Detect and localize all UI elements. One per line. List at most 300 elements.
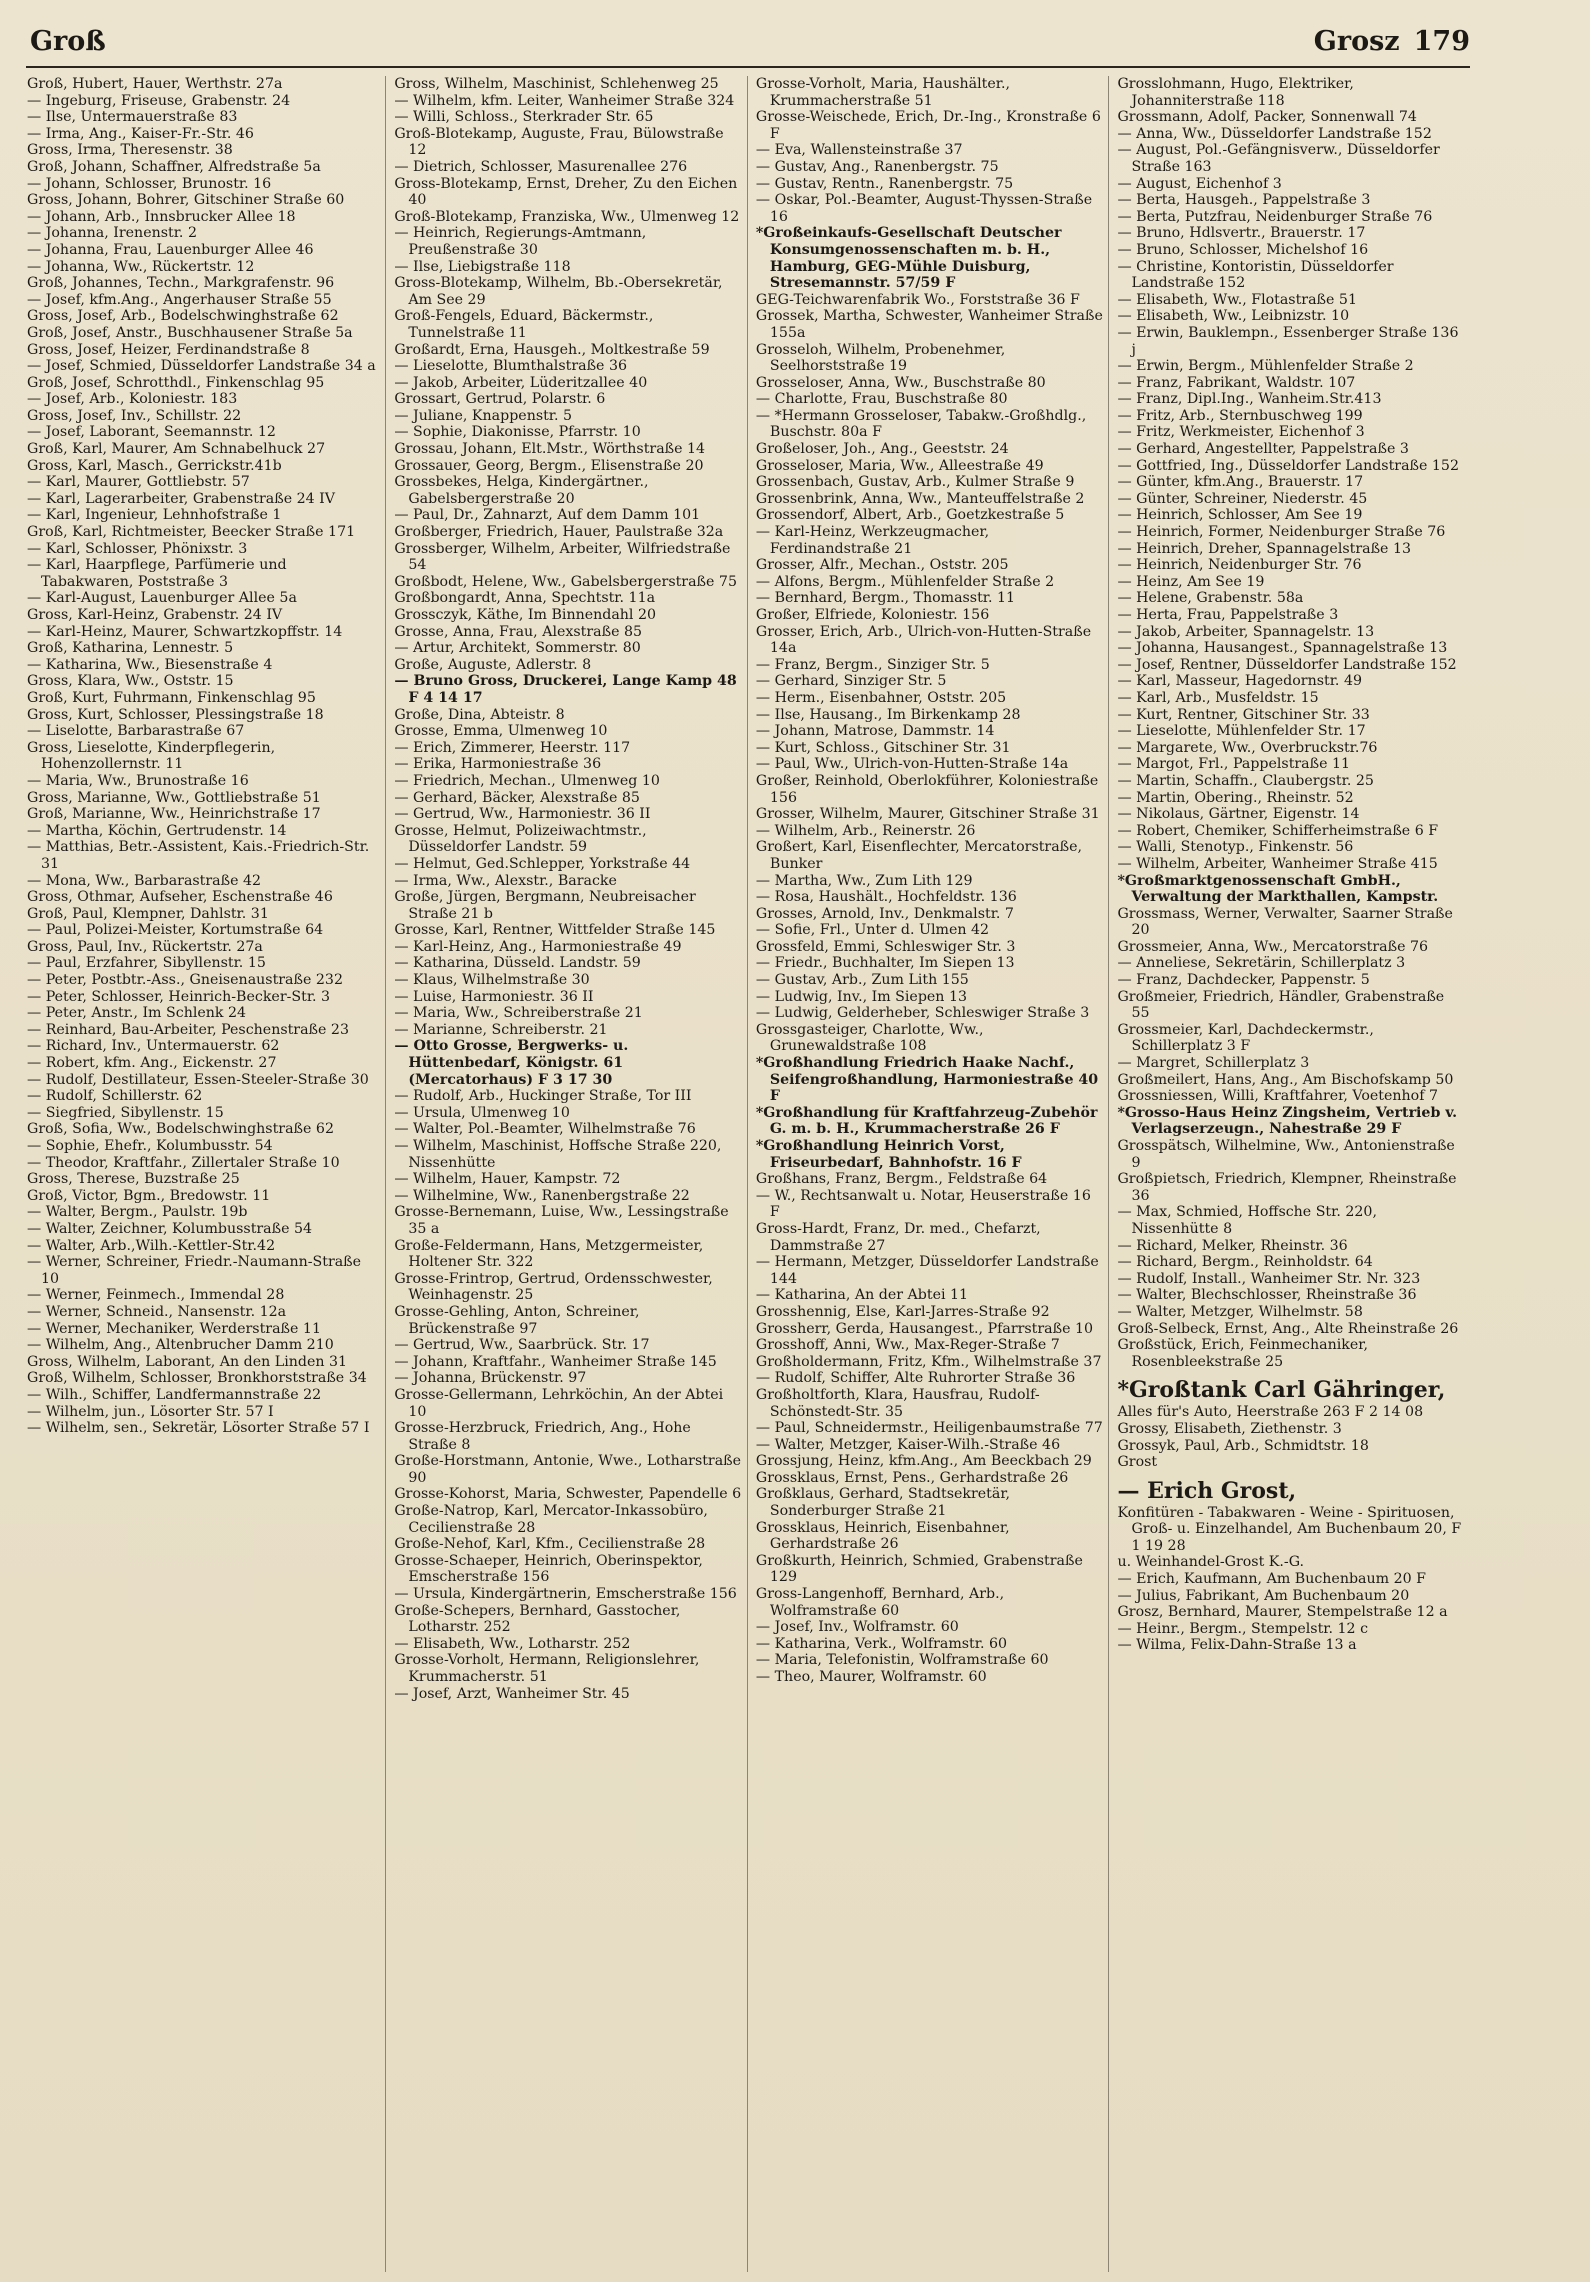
directory-entry: — Gustav, Arb., Zum Lith 155 [755, 972, 969, 989]
directory-entry: — Wilh., Schiffer, Landfermannstraße 22 [27, 1386, 322, 1403]
directory-entry: Grossek, Martha, Schwester, Wanheimer Straße 155a [755, 308, 1103, 341]
directory-entry: — Franz, Fabrikant, Waldstr. 107 [1117, 374, 1356, 391]
directory-entry: — Sophie, Ehefr., Kolumbusstr. 54 [27, 1138, 273, 1154]
directory-entry: Gross, Karl-Heinz, Grabenstr. 24 IV [27, 607, 283, 623]
directory-entry: — August, Eichenhof 3 [1117, 175, 1282, 192]
directory-entry: — Wilhelm, Maschinist, Hoffsche Straße 220, Nissenhütte [394, 1138, 722, 1171]
directory-entry: — Christine, Kontoristin, Düsseldorfer Landstraße 152 [1117, 258, 1394, 292]
directory-entry: Grosse-Schaeper, Heinrich, Oberinspektor, Emscherstraße 156 [394, 1552, 703, 1586]
directory-entry: — Ilse, Untermauerstraße 83 [27, 109, 238, 126]
directory-entry: — Berta, Hausgeh., Pappelstraße 3 [1117, 192, 1371, 209]
directory-entry: Großmeilert, Hans, Ang., Am Bischofskamp 50 [1117, 1071, 1454, 1088]
directory-entry: — Sophie, Diakonisse, Pfarrstr. 10 [394, 424, 641, 441]
directory-entry: Alles für's Auto, Heerstraße 263 F 2 14 08 [1117, 1404, 1424, 1421]
directory-entry: — Berta, Putzfrau, Neidenburger Straße 76 [1117, 208, 1433, 225]
directory-entry: — Elisabeth, Ww., Leibnizstr. 10 [1117, 308, 1350, 325]
directory-entry: — Maria, Ww., Brunostraße 16 [27, 772, 249, 789]
directory-entry: Großholdermann, Fritz, Kfm., Wilhelmstraße 37 [755, 1353, 1102, 1370]
directory-entry: GEG-Teichwarenfabrik Wo., Forststraße 36 F [755, 291, 1080, 308]
directory-entry: Grossfeld, Emmi, Schleswiger Str. 3 [755, 938, 1016, 955]
directory-entry: — Paul, Erzfahrer, Sibyllenstr. 15 [27, 955, 266, 972]
directory-entry: *Großhandlung für Kraftfahrzeug-Zubehör G. m. b. H., Krummacherstraße 26 F [755, 1104, 1098, 1138]
directory-entry: — Werner, Schneid., Nansenstr. 12a [27, 1303, 287, 1320]
directory-entry: Groß-Fengels, Eduard, Bäckermstr., Tunnelstraße 11 [394, 308, 654, 341]
directory-entry: — Irma, Ww., Alexstr., Baracke [394, 872, 617, 889]
directory-entry: Grosspätsch, Wilhelmine, Ww., Antonienstraße 9 [1117, 1138, 1455, 1171]
directory-entry: — Paul, Polizei-Meister, Kortumstraße 64 [27, 922, 324, 939]
directory-entry: Grossniessen, Willi, Kraftfahrer, Voetenhof 7 [1117, 1088, 1438, 1105]
directory-entry: — Gerhard, Angestellter, Pappelstraße 3 [1117, 441, 1409, 458]
directory-entry: — Wilhelmine, Ww., Ranenbergstraße 22 [394, 1187, 690, 1204]
directory-entry: — Walter, Zeichner, Kolumbusstraße 54 [27, 1220, 313, 1237]
directory-entry: *Grosso-Haus Heinz Zingsheim, Vertrieb v. Verlagserzeugn., Nahestraße 29 F [1117, 1104, 1458, 1138]
directory-entry: — Ingeburg, Friseuse, Grabenstr. 24 [27, 92, 291, 109]
directory-entry: — Walter, Metzger, Kaiser-Wilh.-Straße 46 [755, 1436, 1061, 1453]
directory-entry: Groß-Selbeck, Ernst, Ang., Alte Rheinstraße 26 [1117, 1320, 1459, 1337]
directory-entry: — Elisabeth, Ww., Flotastraße 51 [1117, 291, 1357, 308]
directory-entry: Grosser, Erich, Arb., Ulrich-von-Hutten-Straße 14a [755, 623, 1092, 657]
directory-entry: — Theodor, Kraftfahr., Zillertaler Straße 10 [27, 1154, 340, 1171]
directory-entry: — Gustav, Rentn., Ranenbergstr. 75 [755, 175, 1014, 192]
directory-entry: Großklaus, Gerhard, Stadtsekretär, Sonderburger Straße 21 [755, 1486, 1011, 1520]
directory-entry: — Gerhard, Bäcker, Alexstraße 85 [394, 789, 640, 806]
directory-entry: — Gottfried, Ing., Düsseldorfer Landstraße 152 [1117, 457, 1459, 474]
directory-entry: — Josef, Schmied, Düsseldorfer Landstraße 34 a [27, 358, 376, 375]
directory-entry: Großholtforth, Klara, Hausfrau, Rudolf-Schönstedt-Str. 35 [755, 1386, 1040, 1420]
directory-entry: — Mona, Ww., Barbarastraße 42 [27, 872, 262, 889]
directory-entry: — Karl, Schlosser, Phönixstr. 3 [27, 540, 248, 557]
directory-entry: — Wilhelm, Arbeiter, Wanheimer Straße 415 [1117, 855, 1438, 872]
directory-entry: Großer, Elfriede, Koloniestr. 156 [755, 607, 990, 623]
directory-entry: — Johanna, Ww., Rückertstr. 12 [27, 258, 255, 275]
directory-entry: Grosse-Gehling, Anton, Schreiner, Brückenstraße 97 [394, 1303, 640, 1337]
directory-entry: — Karl-Heinz, Ang., Harmoniestraße 49 [394, 938, 682, 955]
directory-entry: — Gustav, Ang., Ranenbergstr. 75 [755, 158, 999, 175]
directory-entry: Grossmann, Adolf, Packer, Sonnenwall 74 [1117, 109, 1417, 126]
directory-entry: — Wilhelm, Ang., Altenbrucher Damm 210 [27, 1337, 334, 1354]
directory-entry: — Josef, Arb., Koloniestr. 183 [27, 391, 238, 408]
directory-entry: — Ludwig, Inv., Im Siepen 13 [755, 988, 968, 1005]
directory-entry: — Eva, Wallensteinstraße 37 [755, 142, 963, 159]
directory-entry: — Reinhard, Bau-Arbeiter, Peschenstraße 23 [27, 1021, 349, 1038]
directory-entry: Grosse, Helmut, Polizeiwachtmstr., Düsseldorfer Landstr. 59 [394, 822, 647, 856]
directory-entry: Grosse, Anna, Frau, Alexstraße 85 [394, 623, 643, 640]
directory-entry: — Katharina, Ww., Biesenstraße 4 [27, 656, 273, 673]
directory-entry: Groß, Marianne, Ww., Heinrichstraße 17 [27, 806, 321, 823]
directory-entry: — Maria, Ww., Schreiberstraße 21 [394, 1005, 643, 1022]
directory-entry: — Ursula, Ulmenweg 10 [394, 1104, 570, 1121]
directory-entry: Grossklaus, Ernst, Pens., Gerhardstraße 26 [755, 1469, 1069, 1486]
directory-entry: — Klaus, Wilhelmstraße 30 [394, 972, 590, 989]
directory-entry: — Paul, Ww., Ulrich-von-Hutten-Straße 14a [755, 756, 1069, 773]
directory-entry: — Erwin, Bergm., Mühlenfelder Straße 2 [1117, 358, 1414, 375]
directory-entry: Grosser, Wilhelm, Maurer, Gitschiner Straße 31 [755, 806, 1100, 823]
directory-entry: Konfitüren - Tabakwaren - Weine - Spirituosen, Groß- u. Einzelhandel, Am Buchenbaum 20, F 1 19 28 [1117, 1504, 1462, 1554]
directory-entry: Grosse-Bernemann, Luise, Ww., Lessingstraße 35 a [394, 1204, 729, 1237]
directory-entry: — Heinrich, Regierungs-Amtmann, Preußenstraße 30 [394, 225, 647, 258]
directory-entry: — Ilse, Hausang., Im Birkenkamp 28 [755, 706, 1021, 723]
directory-entry: — Heinr., Bergm., Stempelstr. 12 c [1117, 1620, 1369, 1637]
directory-entry: Grosseloser, Anna, Ww., Buschstraße 80 [755, 374, 1046, 391]
directory-entry: — Nikolaus, Gärtner, Eigenstr. 14 [1117, 806, 1360, 823]
directory-entry: — Heinrich, Neidenburger Str. 76 [1117, 557, 1362, 574]
directory-entry: — Liselotte, Barbarastraße 67 [27, 723, 245, 740]
directory-entry: — Helmut, Ged.Schlepper, Yorkstraße 44 [394, 855, 691, 872]
directory-entry: — Heinrich, Schlosser, Am See 19 [1117, 507, 1363, 524]
directory-entry: — Jakob, Arbeiter, Lüderitzallee 40 [394, 374, 648, 391]
directory-entry: — Martha, Ww., Zum Lith 129 [755, 872, 973, 889]
directory-entry: — Josef, Arzt, Wanheimer Str. 45 [394, 1685, 630, 1702]
directory-entry: — Rosa, Haushält., Hochfeldstr. 136 [755, 889, 1017, 906]
directory-entry: — Herta, Frau, Pappelstraße 3 [1117, 607, 1339, 623]
directory-entry: — Karl-Heinz, Werkzeugmacher, Ferdinandstraße 21 [755, 524, 990, 557]
directory-entry: — Karl, Ingenieur, Lehnhofstraße 1 [27, 507, 282, 524]
directory-entry: — Johann, Arb., Innsbrucker Allee 18 [27, 208, 296, 225]
directory-entry: *Großmarktgenossenschaft GmbH., Verwaltung der Markthallen, Kampstr. [1117, 872, 1439, 906]
column-3 [747, 76, 1109, 2272]
directory-entry: — Bernhard, Bergm., Thomasstr. 11 [755, 590, 1016, 607]
directory-entry: — Friedrich, Mechan., Ulmenweg 10 [394, 772, 660, 789]
directory-entry: — Katharina, An der Abtei 11 [755, 1287, 969, 1304]
directory-entry: Grosse-Frintrop, Gertrud, Ordensschwester, Weinhagenstr. 25 [394, 1270, 713, 1304]
directory-entry: — Günter, kfm.Ang., Brauerstr. 17 [1117, 474, 1364, 491]
directory-entry: — Robert, Chemiker, Schifferheimstraße 6 F [1117, 822, 1439, 839]
directory-entry: — Elisabeth, Ww., Lotharstr. 252 [394, 1635, 631, 1652]
directory-entry: Grossczyk, Käthe, Im Binnendahl 20 [394, 607, 657, 623]
directory-entry: Grosse-Herzbruck, Friedrich, Ang., Hohe Straße 8 [394, 1420, 691, 1453]
directory-entry: Gross, Klara, Ww., Oststr. 15 [27, 673, 234, 690]
directory-entry: — Walter, Bergm., Paulstr. 19b [27, 1204, 248, 1221]
directory-entry: — Katharina, Verk., Wolframstr. 60 [755, 1635, 1008, 1652]
directory-entry: Grossjung, Heinz, kfm.Ang., Am Beeckbach 29 [755, 1453, 1092, 1470]
directory-entry: Großpietsch, Friedrich, Klempner, Rheinstraße 36 [1117, 1171, 1457, 1204]
directory-entry: Grossbekes, Helga, Kindergärtner., Gabelsbergerstraße 20 [394, 474, 649, 507]
directory-entry: Grossmeier, Anna, Ww., Mercatorstraße 76 [1117, 938, 1429, 955]
directory-entry: — Johanna, Hausangest., Spannagelstraße 13 [1117, 640, 1448, 657]
directory-entry: — Peter, Postbtr.-Ass., Gneisenaustraße 232 [27, 972, 343, 989]
directory-entry: Gross, Kurt, Schlosser, Plessingstraße 18 [27, 706, 324, 723]
directory-entry: — Wilhelm, Arb., Reinerstr. 26 [755, 822, 976, 839]
directory-entry: — Wilhelm, kfm. Leiter, Wanheimer Straße 324 [394, 92, 735, 109]
directory-entry: — Martin, Schaffn., Claubergstr. 25 [1117, 772, 1374, 789]
directory-entry: Grosse-Kohorst, Maria, Schwester, Papendelle 6 [394, 1486, 742, 1503]
header-rule [26, 66, 1470, 68]
column-4 [1108, 76, 1470, 2272]
directory-entry: Grossenbrink, Anna, Ww., Manteuffelstraße 2 [755, 490, 1085, 507]
directory-entry: Großhans, Franz, Bergm., Feldstraße 64 [755, 1171, 1048, 1188]
directory-entry: — Paul, Dr., Zahnarzt, Auf dem Damm 101 [394, 507, 701, 524]
directory-entry: — Karl, Lagerarbeiter, Grabenstraße 24 IV [27, 490, 336, 507]
directory-entry: Gross-Blotekamp, Ernst, Dreher, Zu den Eichen 40 [394, 175, 738, 209]
directory-entry: — Gerhard, Sinziger Str. 5 [755, 673, 947, 690]
directory-entry: *Großtank Carl Gähringer, [1117, 1377, 1446, 1404]
directory-entry: — Rudolf, Schillerstr. 62 [27, 1088, 203, 1105]
directory-entry: Großer, Reinhold, Oberlokführer, Koloniestraße 156 [755, 772, 1099, 806]
directory-entry: Gross, Josef, Inv., Schillstr. 22 [27, 407, 242, 424]
directory-entry: — Heinrich, Dreher, Spannagelstraße 13 [1117, 540, 1412, 557]
directory-entry: *Großhandlung Heinrich Vorst, Friseurbedarf, Bahnhofstr. 16 F [755, 1138, 1022, 1171]
directory-entry: — Werner, Feinmech., Immendal 28 [27, 1287, 285, 1304]
directory-entry: — Johann, Kraftfahr., Wanheimer Straße 145 [394, 1353, 717, 1370]
directory-entry: — Richard, Inv., Untermauerstr. 62 [27, 1038, 280, 1055]
directory-entry: — Peter, Schlosser, Heinrich-Becker-Str. 3 [27, 988, 331, 1005]
directory-entry: Grosz, Bernhard, Maurer, Stempelstraße 12 a [1117, 1604, 1448, 1621]
directory-entry: — Charlotte, Frau, Buschstraße 80 [755, 391, 1008, 408]
directory-entry: Groß, Josef, Schrotthdl., Finkenschlag 95 [27, 374, 325, 391]
directory-entry: Grosshoff, Anni, Ww., Max-Reger-Straße 7 [755, 1337, 1060, 1354]
directory-entry: Großert, Karl, Eisenflechter, Mercatorstraße, Bunker [755, 839, 1083, 872]
directory-entry: — Martha, Köchin, Gertrudenstr. 14 [27, 822, 287, 839]
directory-entry: — Margot, Frl., Pappelstraße 11 [1117, 756, 1351, 773]
directory-entry: — W., Rechtsanwalt u. Notar, Heuserstraße 16 F [755, 1187, 1091, 1221]
directory-entry: — Ilse, Liebigstraße 118 [394, 258, 571, 275]
directory-entry: — Robert, kfm. Ang., Eickenstr. 27 [27, 1055, 277, 1072]
directory-entry: — Irma, Ang., Kaiser-Fr.-Str. 46 [27, 125, 254, 142]
directory-entry: Gross, Wilhelm, Maschinist, Schlehenweg 25 [394, 76, 719, 92]
directory-entry: — Gertrud, Ww., Harmoniestr. 36 II [394, 806, 651, 823]
directory-entry: Großeloser, Joh., Ang., Geeststr. 24 [755, 441, 1009, 458]
header-right-name: Grosz [1313, 26, 1400, 57]
directory-entry: Gross, Othmar, Aufseher, Eschenstraße 46 [27, 889, 333, 906]
column-2 [385, 76, 747, 2272]
directory-entry: — Franz, Dipl.Ing., Wanheim.Str.413 [1117, 391, 1382, 408]
directory-entry: Groß, Johannes, Techn., Markgrafenstr. 96 [27, 275, 335, 292]
header-left-name: Groß [30, 26, 106, 57]
directory-entry: Grosse, Karl, Rentner, Wittfelder Straße 145 [394, 922, 716, 939]
directory-entry: Großberger, Friedrich, Hauer, Paulstraße 32a [394, 524, 724, 541]
directory-entry: — Wilhelm, sen., Sekretär, Lösorter Straße 57 I [27, 1420, 370, 1437]
directory-entry: Großstück, Erich, Feinmechaniker, Rosenbleekstraße 25 [1117, 1337, 1368, 1370]
directory-entry: — *Hermann Grosseloser, Tabakw.-Großhdlg., Buschstr. 80a F [755, 407, 1087, 441]
directory-entry: Gross, Marianne, Ww., Gottliebstraße 51 [27, 789, 321, 806]
directory-entry: — Rudolf, Arb., Huckinger Straße, Tor III [394, 1088, 692, 1105]
directory-entry: *Großeinkaufs-Gesellschaft Deutscher Konsumgenossenschaften m. b. H., Hamburg, GEG-Mühle Duisburg, Stresemannstr. 57/59 F [755, 225, 1062, 292]
directory-entry: Gross-Blotekamp, Wilhelm, Bb.-Obersekretär, Am See 29 [394, 275, 723, 308]
directory-entry: — Oskar, Pol.-Beamter, August-Thyssen-Straße 16 [755, 192, 1093, 225]
directory-entry: Grosshennig, Else, Karl-Jarres-Straße 92 [755, 1303, 1050, 1320]
directory-entry: — Marianne, Schreiberstr. 21 [394, 1021, 608, 1038]
directory-entry: — Julius, Fabrikant, Am Buchenbaum 20 [1117, 1587, 1410, 1604]
directory-entry: Gross, Lieselotte, Kinderpflegerin, Hohenzollernstr. 11 [27, 739, 276, 773]
directory-entry: — Lieselotte, Mühlenfelder Str. 17 [1117, 723, 1366, 740]
directory-entry: — Jakob, Arbeiter, Spannagelstr. 13 [1117, 623, 1375, 640]
directory-entry: Gross, Josef, Arb., Bodelschwinghstraße 62 [27, 308, 339, 325]
directory-entry: Groß, Josef, Anstr., Buschhausener Straße 5a [27, 324, 353, 341]
directory-entry: — Josef, Laborant, Seemannstr. 12 [27, 424, 276, 441]
directory-entry: Großkurth, Heinrich, Schmied, Grabenstraße 129 [755, 1552, 1083, 1586]
directory-entry: — Siegfried, Sibyllenstr. 15 [27, 1104, 224, 1121]
directory-entry: Großardt, Erna, Hausgeh., Moltkestraße 59 [394, 341, 710, 358]
directory-entry: — Werner, Mechaniker, Werderstraße 11 [27, 1320, 321, 1337]
directory-entry: — Karl-Heinz, Maurer, Schwartzkopffstr. 14 [27, 623, 343, 640]
directory-entry: Großbodt, Helene, Ww., Gabelsbergerstraße 75 [394, 573, 737, 590]
directory-entry: Gross-Hardt, Franz, Dr. med., Chefarzt, Dammstraße 27 [755, 1220, 1041, 1254]
directory-entry: Großbongardt, Anna, Spechtstr. 11a [394, 590, 656, 607]
directory-entry: — Erich, Zimmerer, Heerstr. 117 [394, 739, 631, 756]
directory-entry: — Gertrud, Ww., Saarbrück. Str. 17 [394, 1337, 650, 1354]
directory-entry: — Fritz, Werkmeister, Eichenhof 3 [1117, 424, 1365, 441]
directory-entry: Gross, Wilhelm, Laborant, An den Linden 31 [27, 1353, 348, 1370]
directory-entry: — Kurt, Rentner, Gitschiner Str. 33 [1117, 706, 1370, 723]
directory-entry: Große, Auguste, Adlerstr. 8 [394, 656, 592, 673]
directory-entry: Gross, Karl, Masch., Gerrickstr.41b [27, 457, 282, 474]
directory-entry: — Richard, Melker, Rheinstr. 36 [1117, 1237, 1348, 1254]
directory-entry: Grossauer, Georg, Bergm., Elisenstraße 20 [394, 457, 704, 474]
directory-entry: — Friedr., Buchhalter, Im Siepen 13 [755, 955, 1015, 972]
directory-entry: Groß, Sofia, Ww., Bodelschwinghstraße 62 [27, 1121, 334, 1138]
directory-entry: — Max, Schmied, Hoffsche Str. 220, Nissenhütte 8 [1117, 1204, 1377, 1237]
directory-entry: Grosse-Vorholt, Hermann, Religionslehrer, Krummacherstr. 51 [394, 1652, 700, 1685]
directory-entry: Grossenbach, Gustav, Arb., Kulmer Straße 9 [755, 474, 1075, 491]
directory-entry: Grossberger, Wilhelm, Arbeiter, Wilfriedstraße 54 [394, 540, 731, 574]
directory-entry: Grosseloh, Wilhelm, Probenehmer, Seelhorststraße 19 [755, 341, 1006, 375]
directory-entry: Grossgasteiger, Charlotte, Ww., Grunewaldstraße 108 [755, 1021, 984, 1055]
directory-entry: Grosser, Alfr., Mechan., Oststr. 205 [755, 557, 1009, 574]
directory-entry: — Anna, Ww., Düsseldorfer Landstraße 152 [1117, 125, 1432, 142]
directory-entry: — Erwin, Bauklempn., Essenberger Straße 136 j [1117, 324, 1459, 358]
directory-entry: — Lieselotte, Blumthalstraße 36 [394, 358, 628, 375]
directory-entry: — Josef, Rentner, Düsseldorfer Landstraße 152 [1117, 656, 1457, 673]
directory-entry: — Wilhelm, jun., Lösorter Str. 57 I [27, 1403, 274, 1420]
directory-entry: — Heinz, Am See 19 [1117, 573, 1265, 590]
directory-entry: — Paul, Schneidermstr., Heiligenbaumstraße 77 [755, 1420, 1103, 1437]
directory-entry: Große, Dina, Abteistr. 8 [394, 706, 565, 723]
directory-entry: — Walter, Blechschlosser, Rheinstraße 36 [1117, 1287, 1417, 1304]
directory-entry: — Franz, Bergm., Sinziger Str. 5 [755, 656, 990, 673]
directory-entry: — Karl, Masseur, Hagedornstr. 49 [1117, 673, 1362, 690]
directory-entry: Groß, Hubert, Hauer, Werthstr. 27a [27, 76, 283, 92]
directory-entry: — Katharina, Düsseld. Landstr. 59 [394, 955, 641, 972]
directory-entry: Gross, Therese, Buzstraße 25 [27, 1171, 240, 1188]
directory-entry: Groß, Katharina, Lennestr. 5 [27, 640, 234, 657]
directory-entry: Grosslohmann, Hugo, Elektriker, Johanniterstraße 118 [1117, 76, 1354, 109]
directory-entry: Gross, Johann, Bohrer, Gitschiner Straße 60 [27, 192, 345, 209]
directory-entry: — Otto Grosse, Bergwerks- u. Hüttenbedarf, Königstr. 61 (Mercatorhaus) F 3 17 30 [394, 1038, 629, 1088]
directory-entry: Grossherr, Gerda, Hausangest., Pfarrstraße 10 [755, 1320, 1094, 1337]
directory-entry: Große, Jürgen, Bergmann, Neubreisacher Straße 21 b [394, 889, 696, 922]
directory-entry: — Johanna, Frau, Lauenburger Allee 46 [27, 241, 314, 258]
directory-entry: Große-Feldermann, Hans, Metzgermeister, Holtener Str. 322 [394, 1237, 704, 1271]
directory-entry: — Willi, Schloss., Sterkrader Str. 65 [394, 109, 654, 126]
directory-entry: — Walli, Stenotyp., Finkenstr. 56 [1117, 839, 1354, 856]
directory-entry: *Großhandlung Friedrich Haake Nachf., Seifengroßhandlung, Harmoniestraße 40 F [755, 1055, 1099, 1105]
directory-entry: — Alfons, Bergm., Mühlenfelder Straße 2 [755, 573, 1055, 590]
directory-entry: Gross, Josef, Heizer, Ferdinandstraße 8 [27, 341, 310, 358]
directory-entry: Grossy, Elisabeth, Ziethenstr. 3 [1117, 1420, 1342, 1437]
directory-entry: Grost [1117, 1454, 1158, 1471]
directory-entry: — Werner, Schreiner, Friedr.-Naumann-Straße 10 [27, 1254, 362, 1287]
directory-entry: — Johann, Matrose, Dammstr. 14 [755, 723, 995, 740]
directory-entry: — Heinrich, Former, Neidenburger Straße 76 [1117, 524, 1446, 541]
directory-entry: — Herm., Eisenbahner, Oststr. 205 [755, 689, 1007, 706]
directory-entry: — Richard, Bergm., Reinholdstr. 64 [1117, 1254, 1373, 1271]
directory-entry: — Johanna, Irenenstr. 2 [27, 225, 197, 242]
directory-entry: — Karl, Arb., Musfeldstr. 15 [1117, 689, 1319, 706]
page-header [26, 22, 1470, 68]
directory-entry: — Artur, Architekt, Sommerstr. 80 [394, 640, 641, 657]
directory-entry: — Rudolf, Schiffer, Alte Ruhrorter Straße 36 [755, 1370, 1076, 1387]
directory-entry: Grossmeier, Karl, Dachdeckermstr., Schillerplatz 3 F [1117, 1021, 1374, 1055]
directory-entry: Grossklaus, Heinrich, Eisenbahner, Gerhardstraße 26 [755, 1519, 1010, 1553]
directory-entry: Groß, Paul, Klempner, Dahlstr. 31 [27, 905, 269, 922]
directory-entry: Groß, Wilhelm, Schlosser, Bronkhorststraße 34 [27, 1370, 367, 1387]
directory-entry: — Anneliese, Sekretärin, Schillerplatz 3 [1117, 955, 1406, 972]
directory-entry: — Walter, Pol.-Beamter, Wilhelmstraße 76 [394, 1121, 696, 1138]
directory-entry: — Bruno, Schlosser, Michelshof 16 [1117, 241, 1369, 258]
directory-entry: — Luise, Harmoniestr. 36 II [394, 988, 594, 1005]
directory-entry: — Johann, Schlosser, Brunostr. 16 [27, 175, 272, 192]
header-right [1314, 26, 1470, 57]
directory-entry: Gross, Paul, Inv., Rückertstr. 27a [27, 938, 263, 955]
directory-entry: — Erich Grost, [1117, 1477, 1297, 1504]
directory-entry: — Franz, Dachdecker, Pappenstr. 5 [1117, 972, 1370, 989]
directory-entry: Grosse-Weischede, Erich, Dr.-Ing., Kronstraße 6 F [755, 109, 1101, 142]
directory-entry: — Martin, Obering., Rheinstr. 52 [1117, 789, 1354, 806]
directory-entry: — Johanna, Brückenstr. 97 [394, 1370, 587, 1387]
directory-entry: — Ursula, Kindergärtnerin, Emscherstraße 156 [394, 1586, 737, 1603]
directory-entry: Große-Schepers, Bernhard, Gasstocher, Lotharstr. 252 [394, 1602, 681, 1636]
directory-entry: — Erich, Kaufmann, Am Buchenbaum 20 F [1117, 1571, 1427, 1588]
directory-entry: — Theo, Maurer, Wolframstr. 60 [755, 1669, 987, 1685]
directory-columns [24, 76, 1470, 2272]
directory-entry: Groß-Blotekamp, Franziska, Ww., Ulmenweg 12 [394, 208, 740, 225]
page-number: 179 [1413, 26, 1470, 57]
directory-entry: Groß, Victor, Bgm., Bredowstr. 11 [27, 1187, 271, 1204]
directory-entry: Groß-Blotekamp, Auguste, Frau, Bülowstraße 12 [394, 125, 724, 159]
directory-entry: — Josef, Inv., Wolframstr. 60 [755, 1619, 959, 1636]
directory-entry: Groß, Kurt, Fuhrmann, Finkenschlag 95 [27, 689, 316, 706]
directory-entry: — Dietrich, Schlosser, Masurenallee 276 [394, 158, 688, 175]
directory-entry: — Walter, Arb.,Wilh.-Kettler-Str.42 [27, 1237, 276, 1254]
directory-entry: — Margarete, Ww., Overbruckstr.76 [1117, 739, 1378, 756]
directory-entry: — Juliane, Knappenstr. 5 [394, 407, 573, 424]
directory-entry: — Margret, Schillerplatz 3 [1117, 1055, 1310, 1072]
directory-entry: — Kurt, Schloss., Gitschiner Str. 31 [755, 739, 1011, 756]
directory-entry: Grosse, Emma, Ulmenweg 10 [394, 723, 608, 740]
directory-entry: Grossendorf, Albert, Arb., Goetzkestraße 5 [755, 507, 1065, 524]
directory-entry: — Wilma, Felix-Dahn-Straße 13 a [1117, 1637, 1357, 1654]
directory-entry: Gross, Irma, Theresenstr. 38 [27, 142, 233, 159]
directory-entry: — Helene, Grabenstr. 58a [1117, 590, 1304, 607]
directory-entry: — Karl, Maurer, Gottliebstr. 57 [27, 474, 250, 491]
directory-entry: — Matthias, Betr.-Assistent, Kais.-Friedrich-Str. 31 [27, 839, 370, 872]
directory-entry: — Bruno, Hdlsvertr., Brauerstr. 17 [1117, 225, 1366, 242]
directory-entry: Grosseloser, Maria, Ww., Alleestraße 49 [755, 457, 1044, 474]
directory-entry: Grossyk, Paul, Arb., Schmidtstr. 18 [1117, 1437, 1369, 1454]
directory-entry: Grossmass, Werner, Verwalter, Saarner Straße 20 [1117, 905, 1453, 939]
directory-entry: — August, Pol.-Gefängnisverw., Düsseldorfer Straße 163 [1117, 142, 1440, 175]
directory-entry: — Peter, Anstr., Im Schlenk 24 [27, 1005, 247, 1022]
column-1 [24, 76, 385, 2272]
directory-entry: Grosse-Vorholt, Maria, Haushälter., Krummacherstraße 51 [755, 76, 1010, 109]
directory-entry: Grosse-Gellermann, Lehrköchin, An der Abtei 10 [394, 1386, 724, 1420]
directory-entry: Grossau, Johann, Elt.Mstr., Wörthstraße 14 [394, 441, 706, 458]
directory-entry: — Sofie, Frl., Unter d. Ulmen 42 [755, 922, 990, 939]
directory-entry: Groß, Karl, Maurer, Am Schnabelhuck 27 [27, 441, 326, 458]
directory-entry: — Karl-August, Lauenburger Allee 5a [27, 590, 297, 607]
directory-entry: — Karl, Haarpflege, Parfümerie und Tabakwaren, Poststraße 3 [27, 557, 287, 590]
directory-entry: Großmeier, Friedrich, Händler, Grabenstraße 55 [1117, 988, 1445, 1022]
directory-entry: — Rudolf, Install., Wanheimer Str. Nr. 323 [1117, 1270, 1421, 1287]
directory-entry: — Hermann, Metzger, Düsseldorfer Landstraße 144 [755, 1254, 1099, 1287]
directory-entry: Groß, Karl, Richtmeister, Beecker Straße 171 [27, 524, 356, 541]
directory-entry: — Maria, Telefonistin, Wolframstraße 60 [755, 1652, 1049, 1669]
directory-entry: — Rudolf, Destillateur, Essen-Steeler-Straße 30 [27, 1071, 369, 1088]
directory-entry: — Erika, Harmoniestraße 36 [394, 756, 602, 773]
directory-entry: Große-Nehof, Karl, Kfm., Cecilienstraße 28 [394, 1536, 706, 1553]
directory-entry: — Ludwig, Gelderheber, Schleswiger Straße 3 [755, 1005, 1090, 1022]
directory-entry: Groß, Johann, Schaffner, Alfredstraße 5a [27, 158, 321, 175]
